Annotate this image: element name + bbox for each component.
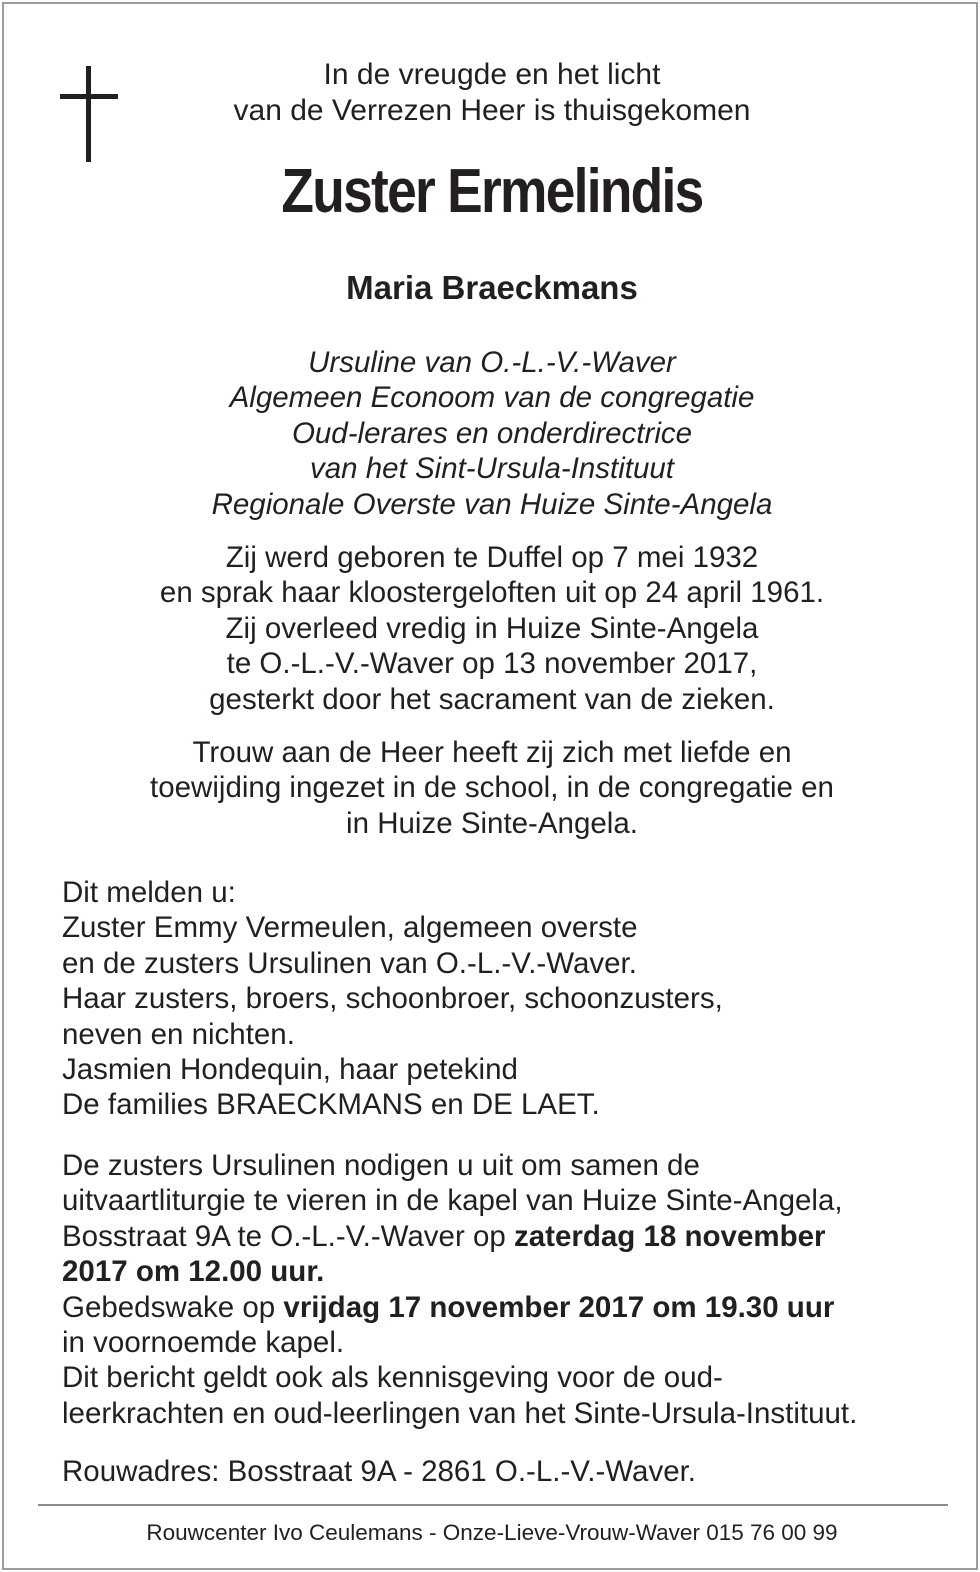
civil-name: Maria Braeckmans [346,269,638,306]
role-line: Algemeen Econoom van de congregatie [229,381,755,415]
tribute-line: toewijding ingezet in de school, in de congregatie en [150,771,834,805]
tribute [4,735,980,841]
invitation-line [62,1219,962,1254]
role-line: van het Sint-Ursula-Instituut [310,452,674,486]
wake-line [62,1290,962,1325]
biography-line: Zij werd geboren te Duffel op 7 mei 1932 [225,541,759,574]
obituary-card [2,2,978,1570]
intro-text [4,57,980,129]
biography-line: Zij overleed vredig in Huize Sinte-Angela [225,611,759,645]
wake-date: vrijdag 17 november 2017 om 19.30 uur [283,1290,835,1324]
role-line: Ursuline van O.-L.-V.-Waver [308,346,676,379]
wake-label: Gebedswake op [62,1290,284,1324]
notifier-line: De families BRAECKMANS en DE LAET. [62,1088,600,1122]
intro-line-2: van de Verrezen Heer is thuisgekomen [233,94,751,127]
tribute-line: in Huize Sinte-Angela. [346,806,638,840]
biography [4,540,980,717]
invitation-line [62,1254,962,1289]
role-line: Oud-lerares en onderdirectrice [291,416,693,450]
notifier-line: Dit melden u: [62,876,236,909]
tribute-line: Trouw aan de Heer heeft zij zich met liefde en [192,736,792,769]
funeral-invitation [62,1148,962,1431]
invitation-line: De zusters Ursulinen nodigen u uit om samen de [62,1149,700,1182]
invitation-location: Bosstraat 9A te O.-L.-V.-Waver op [62,1219,514,1253]
roles-list [4,345,980,522]
funeral-date: zaterdag 18 november [513,1219,826,1253]
notifier-line: neven en nichten. [62,1017,295,1051]
biography-line: en sprak haar kloostergeloften uit op 24 april 1961. [159,576,825,610]
wake-place: in voornoemde kapel. [62,1326,345,1360]
intro-line-1: In de vreugde en het licht [323,58,661,91]
notice-line: leerkrachten en oud-leerlingen van het Sinte-Ursula-Instituut. [62,1396,858,1430]
role-line: Regionale Overste van Huize Sinte-Angela [211,487,773,521]
notifier-line: Haar zusters, broers, schoonbroer, schoonzusters, [62,982,723,1016]
funeral-time: 2017 om 12.00 uur. [62,1255,325,1289]
notifier-line: Zuster Emmy Vermeulen, algemeen overste [62,911,638,945]
notifiers-list [62,875,962,1123]
notice-line: Dit bericht geldt ook als kennisgeving voor de oud- [62,1361,723,1395]
funeral-home-footer: Rouwcenter Ivo Ceulemans - Onze-Lieve-Vrouw-Waver 015 76 00 99 [146,1520,838,1545]
religious-name: Zuster Ermelindis [281,157,703,226]
footer-divider [38,1504,948,1506]
notifier-line: Jasmien Hondequin, haar petekind [62,1053,518,1087]
biography-line: te O.-L.-V.-Waver op 13 november 2017, [226,647,758,681]
biography-line: gesterkt door het sacrament van de zieken. [209,682,775,716]
invitation-line: uitvaartliturgie te vieren in de kapel van Huize Sinte-Angela, [62,1184,843,1218]
notifier-line: en de zusters Ursulinen van O.-L.-V.-Waver. [62,946,637,980]
mourning-address: Rouwadres: Bosstraat 9A - 2861 O.-L.-V.-Waver. [62,1455,696,1488]
